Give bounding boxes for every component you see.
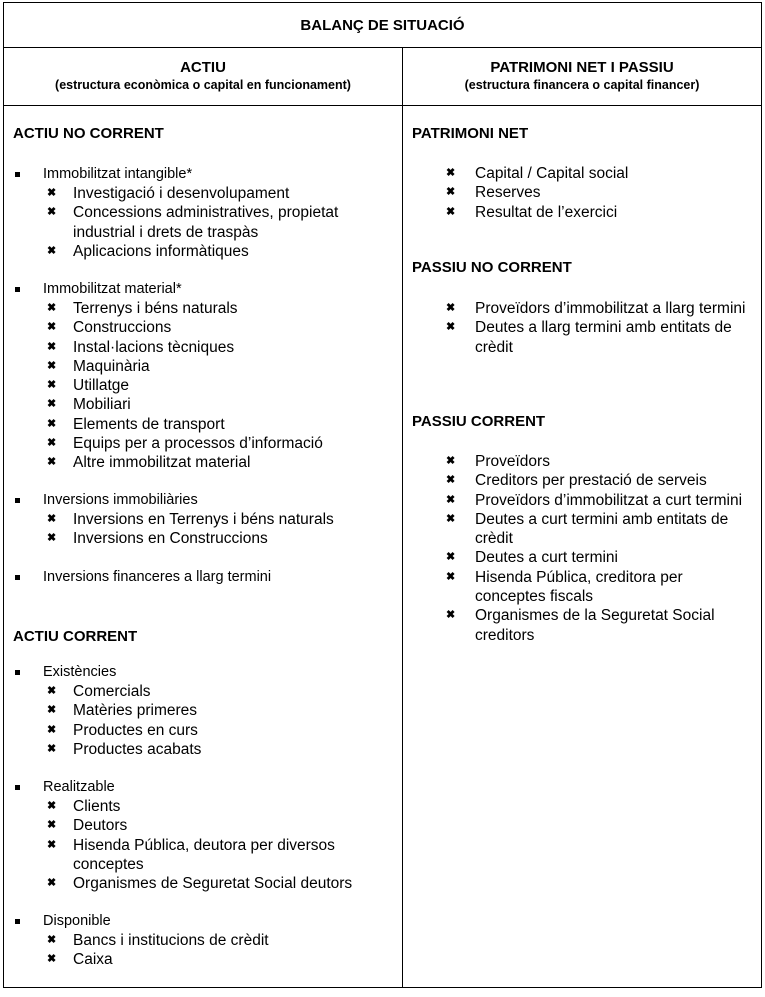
square-bullet-icon <box>15 785 20 790</box>
cross-bullet-icon: ✖ <box>47 819 57 832</box>
patrimoni-net-title: PATRIMONI NET <box>412 125 529 142</box>
cross-bullet-icon: ✖ <box>47 359 57 372</box>
passiu-header <box>403 47 761 105</box>
group-patrimoni-net <box>412 164 628 222</box>
list-item <box>13 203 398 242</box>
list-item <box>13 510 334 529</box>
group-label-text: Disponible <box>43 913 111 929</box>
cross-bullet-icon: ✖ <box>446 455 456 467</box>
list-item <box>13 529 334 548</box>
list-item-text: Reserves <box>475 184 541 202</box>
group-label <box>13 568 271 587</box>
group-realitzable <box>13 778 398 893</box>
cross-bullet-icon: ✖ <box>47 417 57 430</box>
group-label <box>13 912 269 931</box>
list-item <box>13 453 323 472</box>
cross-bullet-icon: ✖ <box>446 570 456 583</box>
list-item <box>13 682 201 701</box>
list-item-text: Aplicacions informàtiques <box>73 242 249 260</box>
cross-bullet-icon: ✖ <box>47 704 57 717</box>
item-list <box>13 510 334 549</box>
list-item-text: Comercials <box>73 683 151 700</box>
list-item <box>13 874 398 893</box>
group-passiu-no-corrent <box>412 299 757 357</box>
list-item-text: Capital / Capital social <box>475 165 629 182</box>
list-item-text: Concessions administratives, propietat industrial i drets de traspàs <box>73 204 339 241</box>
list-item <box>13 836 398 875</box>
list-item-text: Deutes a curt termini <box>475 549 618 567</box>
square-bullet-icon <box>15 287 20 292</box>
list-item-text: Productes acabats <box>73 740 202 758</box>
group-passiu-corrent <box>412 452 757 645</box>
list-item-text: Altre immobilitzat material <box>73 454 251 472</box>
list-item-text: Resultat de l’exercici <box>475 203 618 221</box>
list-item <box>412 548 757 567</box>
group-label <box>13 491 334 510</box>
item-list <box>13 184 398 261</box>
cross-bullet-icon: ✖ <box>47 340 57 353</box>
list-item-text: Investigació i desenvolupament <box>73 185 290 202</box>
list-item-text: Terrenys i béns naturals <box>73 300 238 317</box>
list-item <box>13 299 323 318</box>
cross-bullet-icon: ✖ <box>47 244 57 257</box>
cross-bullet-icon: ✖ <box>47 685 57 697</box>
item-list <box>13 797 398 893</box>
list-item <box>13 797 398 816</box>
cross-bullet-icon: ✖ <box>47 379 57 392</box>
list-item <box>13 318 323 337</box>
cross-bullet-icon: ✖ <box>47 321 57 334</box>
group-label-text: Inversions immobiliàries <box>43 492 198 508</box>
cross-bullet-icon: ✖ <box>446 512 456 525</box>
group-label <box>13 663 201 682</box>
group-label <box>13 280 323 299</box>
list-item <box>412 452 757 471</box>
list-item <box>412 606 757 645</box>
list-item-text: Organismes de Seguretat Social deutors <box>73 875 353 893</box>
column-divider <box>402 105 403 987</box>
group-existencies <box>13 663 201 759</box>
group-label-text: Immobilitzat material* <box>43 281 182 297</box>
passiu-no-corrent-title: PASSIU NO CORRENT <box>412 259 572 276</box>
item-list <box>412 452 757 645</box>
cross-bullet-icon: ✖ <box>47 838 57 851</box>
list-item <box>412 568 757 607</box>
list-item <box>412 164 628 183</box>
list-item-text: Deutes a llarg termini amb entitats de crèdit <box>475 319 732 356</box>
list-item <box>13 931 269 950</box>
actiu-header <box>4 47 403 105</box>
cross-bullet-icon: ✖ <box>47 742 57 755</box>
cross-bullet-icon: ✖ <box>446 205 456 218</box>
cross-bullet-icon: ✖ <box>47 206 57 219</box>
list-item-text: Productes en curs <box>73 721 198 739</box>
square-bullet-icon <box>15 919 20 924</box>
cross-bullet-icon: ✖ <box>47 187 57 199</box>
square-bullet-icon <box>15 670 20 675</box>
passiu-header-label: PATRIMONI NET I PASSIU <box>490 59 674 76</box>
list-item <box>13 357 323 376</box>
cross-bullet-icon: ✖ <box>47 934 57 946</box>
passiu-corrent-title: PASSIU CORRENT <box>412 413 546 430</box>
square-bullet-icon <box>15 172 20 177</box>
item-list <box>13 299 323 473</box>
actiu-corrent-title: ACTIU CORRENT <box>13 628 138 645</box>
list-item-text: Proveïdors <box>475 453 550 470</box>
list-item-text: Mobiliari <box>73 396 131 414</box>
group-inversions-financeres <box>13 568 271 587</box>
list-item <box>13 184 398 203</box>
cross-bullet-icon: ✖ <box>47 723 57 736</box>
list-item-text: Creditors per prestació de serveis <box>475 472 707 490</box>
cross-bullet-icon: ✖ <box>446 551 456 564</box>
list-item-text: Hisenda Pública, creditora per conceptes fiscals <box>475 568 683 606</box>
group-label-text: Existències <box>43 664 117 680</box>
list-item-text: Proveïdors d’immobilitzat a curt termini <box>475 491 743 509</box>
group-disponible <box>13 912 269 970</box>
list-item-text: Inversions en Construccions <box>73 530 268 548</box>
list-item <box>13 415 323 434</box>
list-item-text: Elements de transport <box>73 415 225 433</box>
list-item-text: Clients <box>73 798 121 815</box>
cross-bullet-icon: ✖ <box>47 513 57 525</box>
actiu-no-corrent-title: ACTIU NO CORRENT <box>13 125 164 142</box>
actiu-header-label: ACTIU <box>180 59 226 76</box>
cross-bullet-icon: ✖ <box>47 456 57 469</box>
list-item-text: Deutes a curt termini amb entitats de crèdit <box>475 510 729 548</box>
item-list <box>13 931 269 970</box>
item-list <box>412 299 757 357</box>
group-label <box>13 165 398 184</box>
list-item <box>412 299 757 318</box>
list-item <box>412 471 757 490</box>
square-bullet-icon <box>15 498 20 503</box>
list-item <box>13 242 398 261</box>
list-item-text: Maquinària <box>73 357 150 375</box>
cross-bullet-icon: ✖ <box>446 474 456 487</box>
item-list <box>13 682 201 759</box>
list-item <box>13 395 323 414</box>
list-item-text: Utillatge <box>73 377 129 395</box>
cross-bullet-icon: ✖ <box>47 302 57 314</box>
group-label <box>13 778 398 797</box>
cross-bullet-icon: ✖ <box>47 877 57 890</box>
table-title: BALANÇ DE SITUACIÓ <box>4 3 761 48</box>
list-item <box>13 950 269 969</box>
list-item <box>412 491 757 510</box>
cross-bullet-icon: ✖ <box>47 532 57 545</box>
cross-bullet-icon: ✖ <box>47 800 57 812</box>
group-label-text: Realitzable <box>43 779 115 795</box>
list-item-text: Proveïdors d’immobilitzat a llarg termini <box>475 300 746 317</box>
list-item <box>412 318 757 357</box>
passiu-header-sub: (estructura financera o capital financer) <box>464 78 700 92</box>
cross-bullet-icon: ✖ <box>47 953 57 966</box>
list-item-text: Instal·lacions tècniques <box>73 338 235 356</box>
list-item <box>13 338 323 357</box>
square-bullet-icon <box>15 575 20 580</box>
cross-bullet-icon: ✖ <box>47 437 57 450</box>
list-item-text: Bancs i institucions de crèdit <box>73 932 269 949</box>
list-item-text: Equips per a processos d’informació <box>73 435 323 453</box>
list-item <box>13 434 323 453</box>
group-label-text: Inversions financeres a llarg termini <box>43 569 272 585</box>
list-item <box>13 376 323 395</box>
cross-bullet-icon: ✖ <box>47 398 57 411</box>
list-item-text: Construccions <box>73 319 172 337</box>
list-item-text: Caixa <box>73 951 113 969</box>
list-item <box>412 510 757 549</box>
list-item <box>13 816 398 835</box>
list-item-text: Inversions en Terrenys i béns naturals <box>73 511 334 528</box>
list-item-text: Hisenda Pública, deutora per diversos conceptes <box>73 836 335 873</box>
cross-bullet-icon: ✖ <box>446 167 456 179</box>
group-immobilitzat-intangible <box>13 165 398 261</box>
list-item <box>13 721 201 740</box>
cross-bullet-icon: ✖ <box>446 493 456 506</box>
item-list <box>412 164 628 222</box>
list-item-text: Matèries primeres <box>73 702 198 720</box>
cross-bullet-icon: ✖ <box>446 186 456 199</box>
group-label-text: Immobilitzat intangible* <box>43 166 193 182</box>
list-item <box>412 203 628 222</box>
list-item <box>13 701 201 720</box>
group-inversions-immobiliaries <box>13 491 334 549</box>
cross-bullet-icon: ✖ <box>446 609 456 622</box>
list-item <box>412 183 628 202</box>
cross-bullet-icon: ✖ <box>446 321 456 334</box>
list-item-text: Organismes de la Seguretat Social creditors <box>475 607 715 644</box>
column-headers <box>4 47 761 106</box>
balance-sheet-table <box>3 2 762 988</box>
list-item-text: Deutors <box>73 817 128 835</box>
cross-bullet-icon: ✖ <box>446 302 456 314</box>
group-immobilitzat-material <box>13 280 323 473</box>
list-item <box>13 740 201 759</box>
actiu-header-sub: (estructura econòmica o capital en funcionament) <box>55 78 351 92</box>
